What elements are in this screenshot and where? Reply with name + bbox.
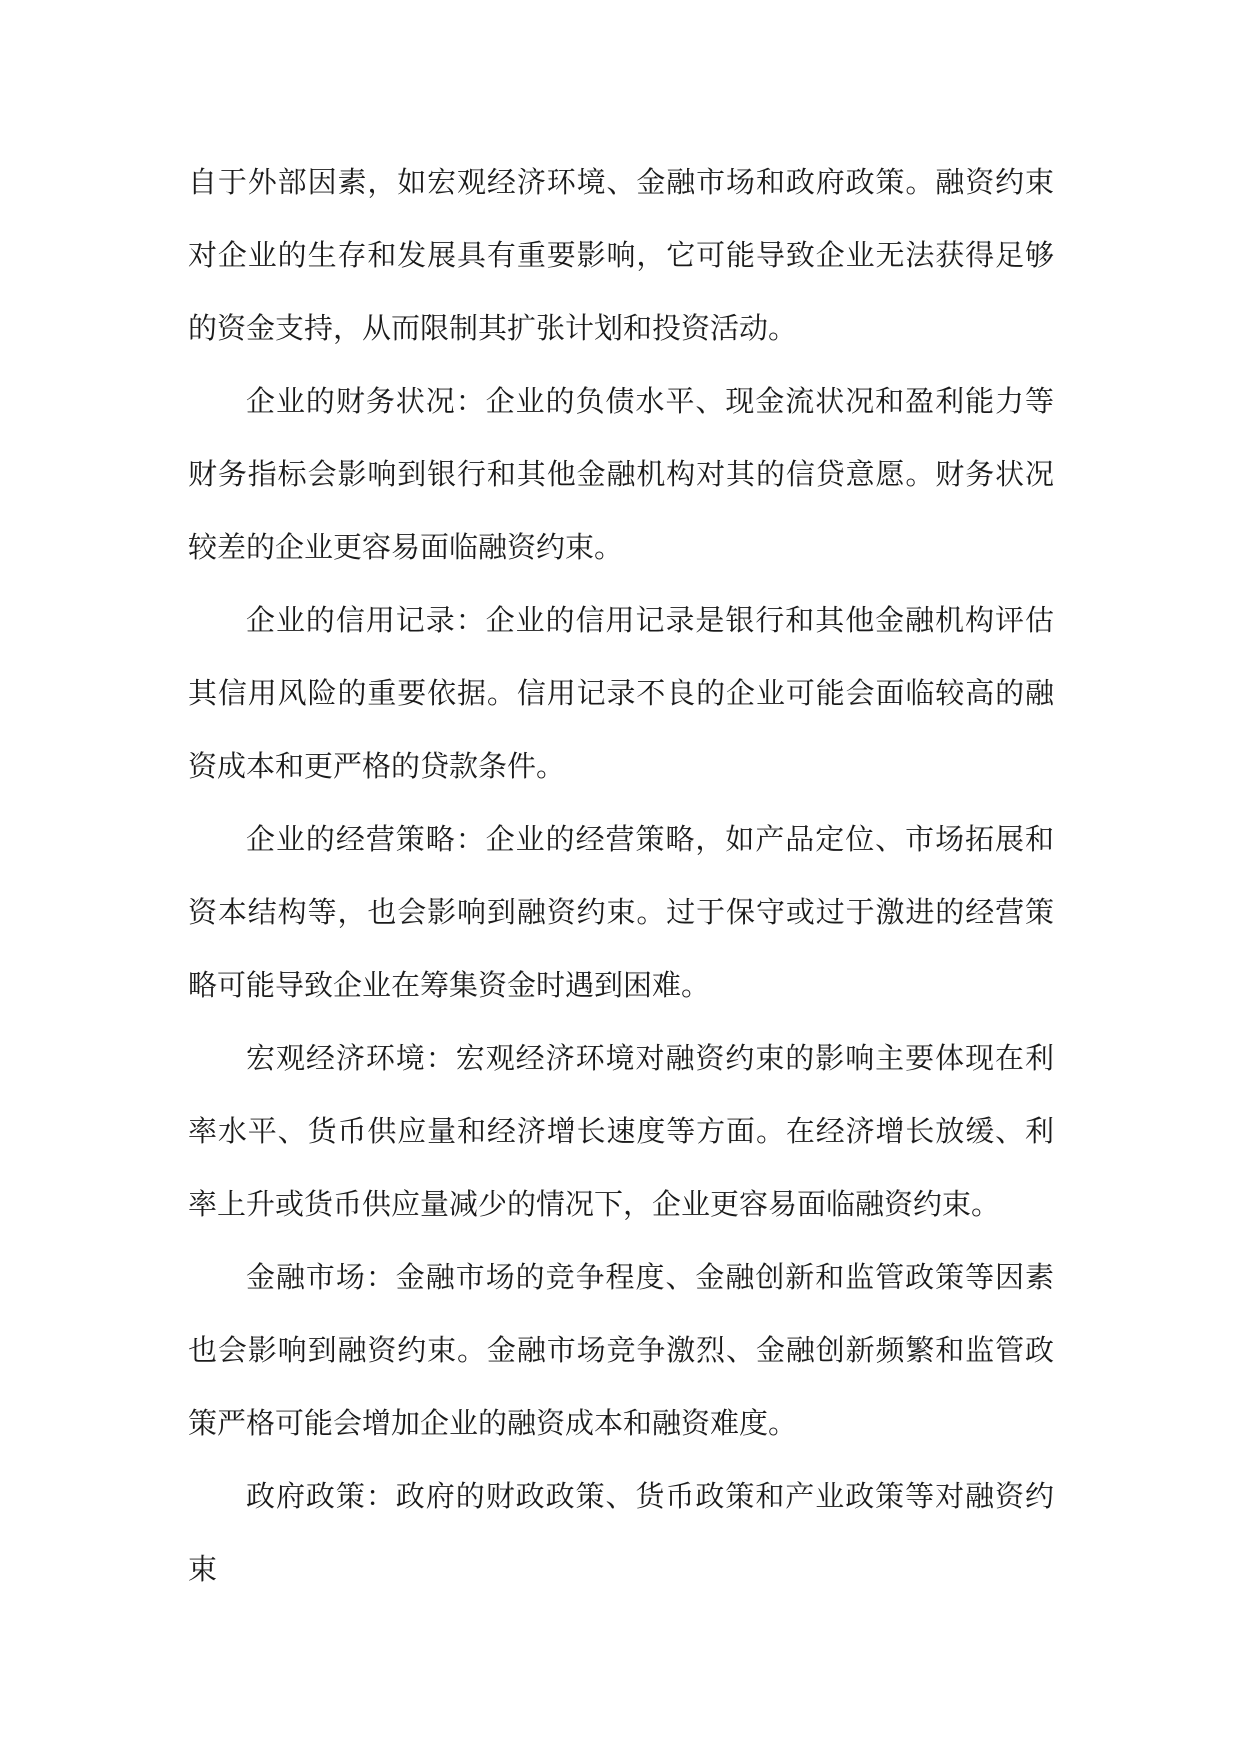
paragraph-credit-record: 企业的信用记录：企业的信用记录是银行和其他金融机构评估其信用风险的重要依据。信用记录不良的企业可能会面临较高的融资成本和更严格的贷款条件。	[188, 603, 1054, 783]
paragraph-financial-market: 金融市场：金融市场的竞争程度、金融创新和监管政策等因素也会影响到融资约束。金融市场竞争激烈、金融创新频繁和监管政策严格可能会增加企业的融资成本和融资难度。	[188, 1260, 1054, 1440]
paragraph-financial-status: 企业的财务状况：企业的负债水平、现金流状况和盈利能力等财务指标会影响到银行和其他金融机构对其的信贷意愿。财务状况较差的企业更容易面临融资约束。	[188, 384, 1054, 564]
paragraph-government-policy: 政府政策：政府的财政政策、货币政策和产业政策等对融资约束	[188, 1479, 1054, 1586]
paragraph-macro-economy: 宏观经济环境：宏观经济环境对融资约束的影响主要体现在利率水平、货币供应量和经济增长速度等方面。在经济增长放缓、利率上升或货币供应量减少的情况下，企业更容易面临融资约束。	[188, 1041, 1054, 1221]
paragraph-business-strategy: 企业的经营策略：企业的经营策略，如产品定位、市场拓展和资本结构等，也会影响到融资约束。过于保守或过于激进的经营策略可能导致企业在筹集资金时遇到困难。	[188, 822, 1054, 1002]
paragraph-continuation: 自于外部因素，如宏观经济环境、金融市场和政府政策。融资约束对企业的生存和发展具有重要影响，它可能导致企业无法获得足够的资金支持，从而限制其扩张计划和投资活动。	[188, 165, 1054, 345]
document-body	[188, 146, 1054, 1606]
